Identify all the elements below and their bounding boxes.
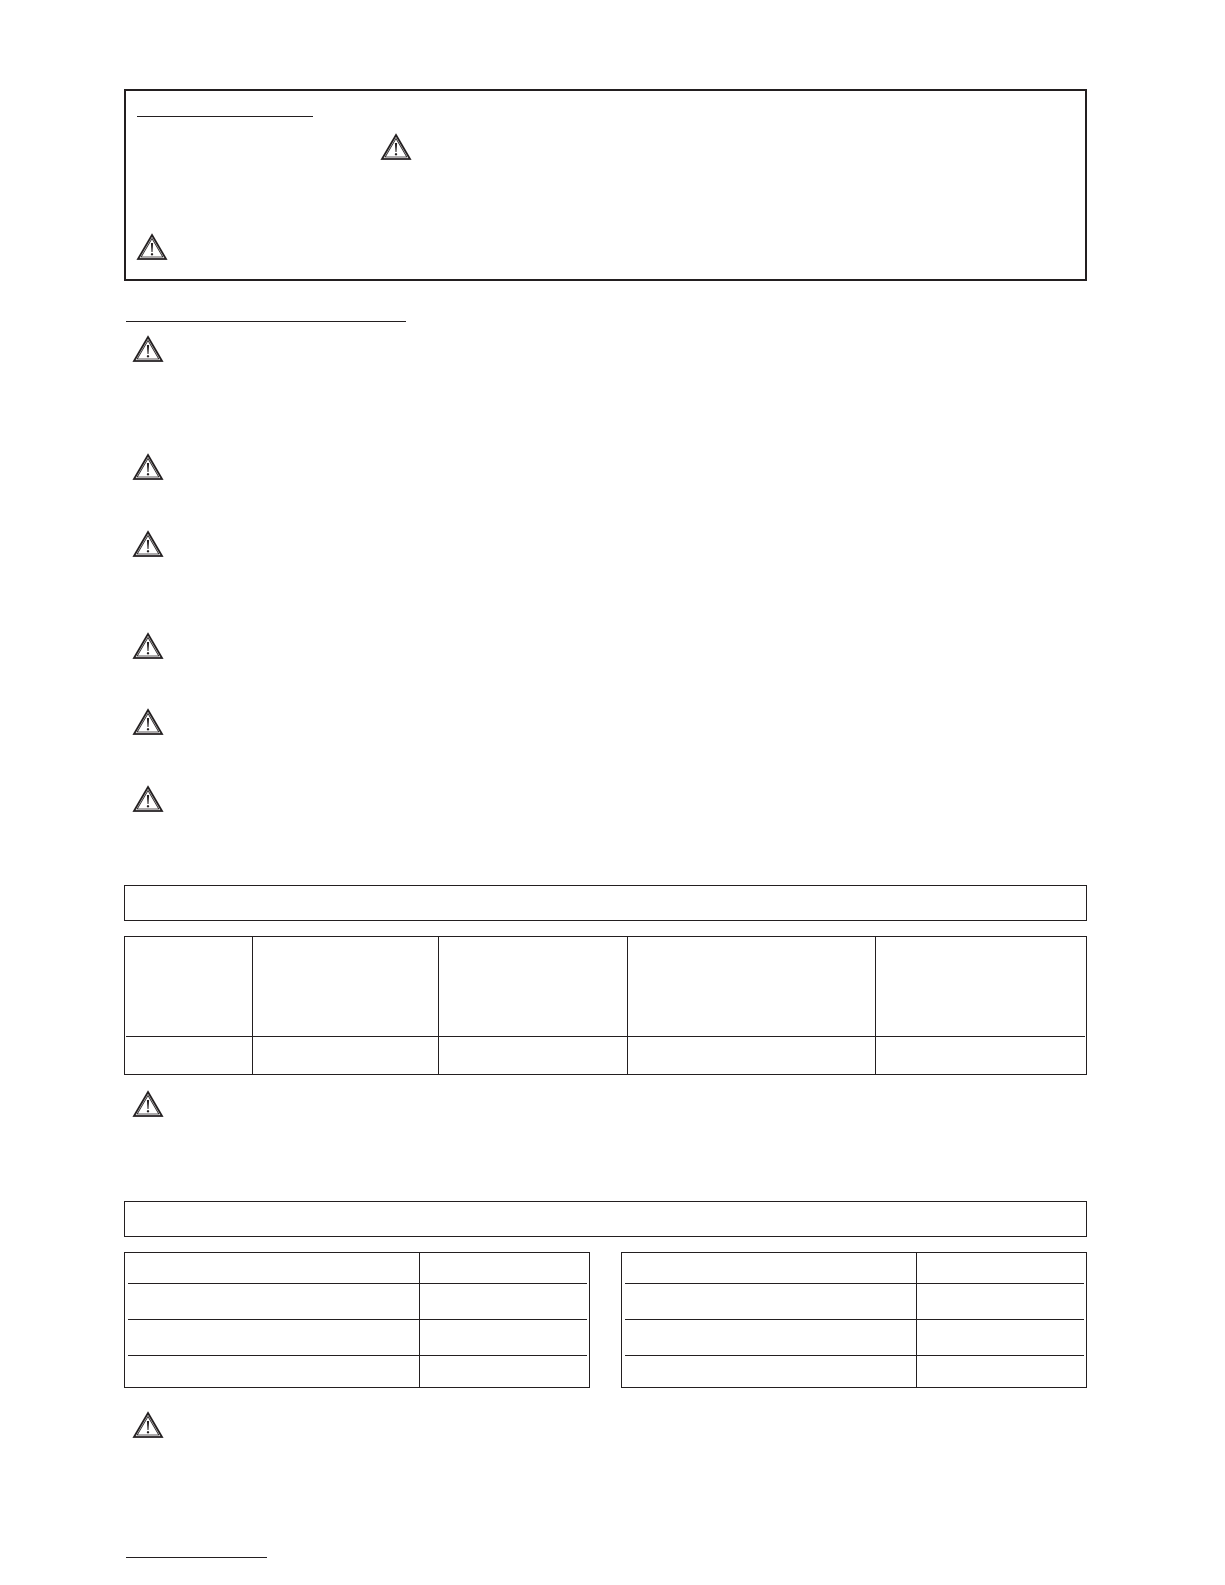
spec-table-col-divider [627,937,628,1074]
parts-table-left-row-divider [128,1355,587,1356]
safety-heading-underline [126,321,406,322]
parts-table-left-row-divider [128,1283,587,1284]
warning-triangle-icon [136,233,168,261]
warning-triangle-icon [132,785,164,813]
spec-table-col-divider [252,937,253,1074]
spec-table-col-divider [875,937,876,1074]
parts-table-right-row-divider [625,1355,1084,1356]
warning-triangle-icon [132,335,164,363]
spec-table [124,936,1087,1075]
warning-triangle-icon [132,708,164,736]
parts-table-left [124,1252,590,1388]
warning-triangle-icon [380,133,412,161]
parts-table-left-col-divider [419,1253,420,1387]
warning-triangle-icon [132,632,164,660]
spec-table-caption-box [124,885,1087,921]
spec-table-row-divider [126,1036,1085,1037]
parts-table-left-row-divider [128,1319,587,1320]
warning-triangle-icon [132,1090,164,1118]
warning-triangle-icon [132,453,164,481]
parts-table-right-row-divider [625,1319,1084,1320]
parts-table-right [621,1252,1087,1388]
parts-table-caption-box [124,1201,1087,1237]
parts-table-right-col-divider [916,1253,917,1387]
parts-table-right-row-divider [625,1283,1084,1284]
warning-triangle-icon [132,1411,164,1439]
warning-triangle-icon [132,530,164,558]
footer-link-underline [126,1557,267,1558]
notice-box [124,89,1087,281]
spec-table-col-divider [438,937,439,1074]
notice-heading-underline [137,116,313,117]
